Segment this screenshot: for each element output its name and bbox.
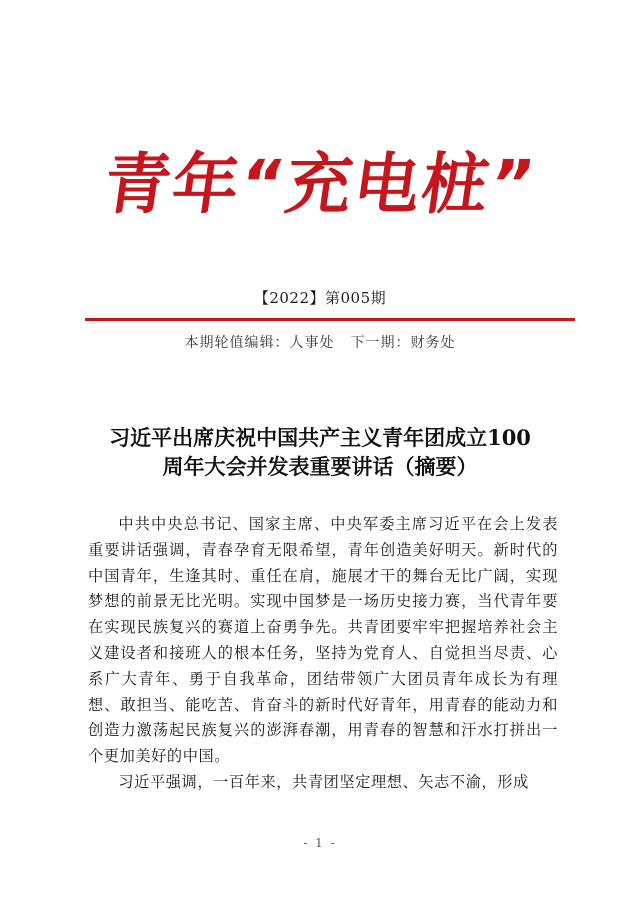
red-divider xyxy=(85,318,575,321)
paragraph-2: 习近平强调，一百年来，共青团坚定理想、矢志不渝，形成 xyxy=(118,772,529,791)
next-editor: 下一期：财务处 xyxy=(350,335,456,351)
issue-number: 【2022】第005期 xyxy=(253,289,387,307)
headline-line-1: 习近平出席庆祝中国共产主义青年团成立100 xyxy=(109,425,531,450)
page-number: - 1 - xyxy=(303,836,337,850)
article-body xyxy=(88,512,558,796)
current-editor: 本期轮值编辑：人事处 xyxy=(184,335,335,351)
headline-line-2: 周年大会并发表重要讲话（摘要） xyxy=(162,454,478,479)
paragraph-1: 中共中央总书记、国家主席、中央军委主席习近平在会上发表重要讲话强调，青春孕育无限希望，青年创造美好明天。新时代的中国青年，生逢其时、重任在肩，施展才干的舞台无比广阔，实现梦想的前景无比光明。实现中国梦是一场历史接力赛，当代青年要在实现民族复兴的赛道上奋勇争先。共青团要牢牢把握培养社会主义建设者和接班人的根本任务，坚持为党育人、自觉担当尽责、心系广大青年、勇于自我革命，团结带领广大团员青年成长为有理想、敢担当、能吃苦、肯奋斗的新时代好青年，用青春的能动力和创造力激荡起民族复兴的澎湃春潮，用青春的智慧和汗水打拼出一个更加美好的中国。 xyxy=(88,515,558,766)
masthead-title: 青年“充电桩” xyxy=(99,146,541,223)
article-headline xyxy=(70,423,570,481)
editor-line xyxy=(0,332,640,352)
